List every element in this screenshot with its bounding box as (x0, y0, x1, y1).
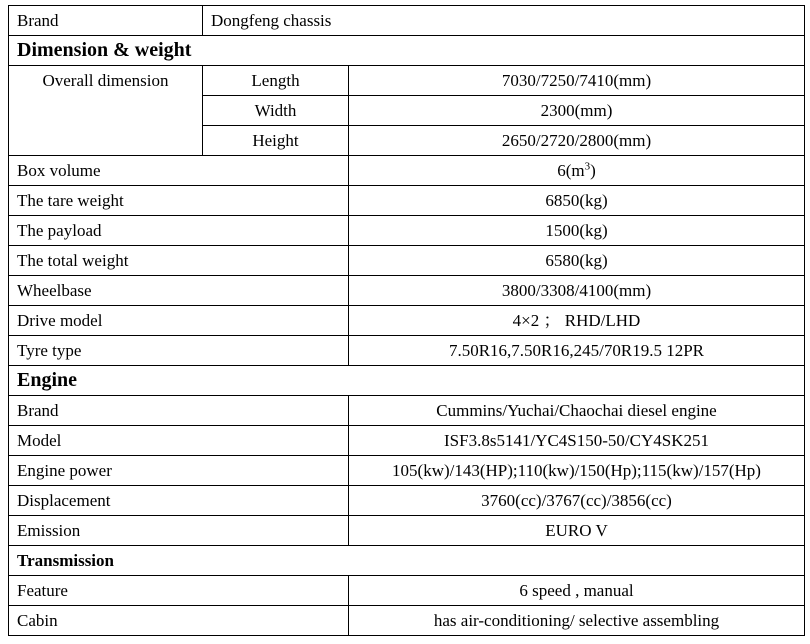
box-volume-label: Box volume (9, 156, 349, 186)
section-dimension-title: Dimension & weight (9, 36, 805, 66)
displacement-label: Displacement (9, 486, 349, 516)
row-tare-weight (9, 186, 805, 216)
wheelbase-label: Wheelbase (9, 276, 349, 306)
width-value: 2300(mm) (349, 96, 805, 126)
row-engine-model (9, 426, 805, 456)
row-payload (9, 216, 805, 246)
box-volume-value (349, 156, 805, 186)
box-volume-value-sup: 3 (584, 160, 591, 173)
section-engine-title: Engine (9, 366, 805, 396)
engine-brand-label: Brand (9, 396, 349, 426)
row-length (9, 66, 805, 96)
height-value: 2650/2720/2800(mm) (349, 126, 805, 156)
feature-label: Feature (9, 576, 349, 606)
row-emission (9, 516, 805, 546)
row-tyre-type (9, 336, 805, 366)
tare-weight-label: The tare weight (9, 186, 349, 216)
engine-brand-value: Cummins/Yuchai/Chaochai diesel engine (349, 396, 805, 426)
row-drive-model (9, 306, 805, 336)
section-transmission (9, 546, 805, 576)
total-weight-label: The total weight (9, 246, 349, 276)
box-volume-value-tail: ) (590, 161, 596, 180)
length-label: Length (203, 66, 349, 96)
total-weight-value: 6580(kg) (349, 246, 805, 276)
row-cabin (9, 606, 805, 636)
wheelbase-value: 3800/3308/4100(mm) (349, 276, 805, 306)
payload-value: 1500(kg) (349, 216, 805, 246)
engine-power-label: Engine power (9, 456, 349, 486)
cabin-label: Cabin (9, 606, 349, 636)
engine-model-value: ISF3.8s5141/YC4S150-50/CY4SK251 (349, 426, 805, 456)
row-engine-power (9, 456, 805, 486)
row-total-weight (9, 246, 805, 276)
tare-weight-value: 6850(kg) (349, 186, 805, 216)
payload-label: The payload (9, 216, 349, 246)
row-brand (9, 6, 805, 36)
width-label: Width (203, 96, 349, 126)
feature-value: 6 speed , manual (349, 576, 805, 606)
row-displacement (9, 486, 805, 516)
length-value: 7030/7250/7410(mm) (349, 66, 805, 96)
tyre-type-value: 7.50R16,7.50R16,245/70R19.5 12PR (349, 336, 805, 366)
drive-model-value: 4×2 ； RHD/LHD (349, 306, 805, 336)
overall-dimension-label: Overall dimension (9, 66, 203, 156)
tyre-type-label: Tyre type (9, 336, 349, 366)
spec-table (8, 5, 805, 636)
row-engine-brand (9, 396, 805, 426)
section-transmission-title: Transmission (9, 546, 805, 576)
section-engine (9, 366, 805, 396)
brand-value: Dongfeng chassis (203, 6, 805, 36)
row-wheelbase (9, 276, 805, 306)
box-volume-value-base: 6(m (557, 161, 585, 180)
row-feature (9, 576, 805, 606)
emission-value: EURO V (349, 516, 805, 546)
brand-label: Brand (9, 6, 203, 36)
row-box-volume (9, 156, 805, 186)
section-dimension (9, 36, 805, 66)
engine-model-label: Model (9, 426, 349, 456)
cabin-value: has air-conditioning/ selective assembling (349, 606, 805, 636)
emission-label: Emission (9, 516, 349, 546)
height-label: Height (203, 126, 349, 156)
engine-power-value: 105(kw)/143(HP);110(kw)/150(Hp);115(kw)/157(Hp) (349, 456, 805, 486)
displacement-value: 3760(cc)/3767(cc)/3856(cc) (349, 486, 805, 516)
drive-model-label: Drive model (9, 306, 349, 336)
